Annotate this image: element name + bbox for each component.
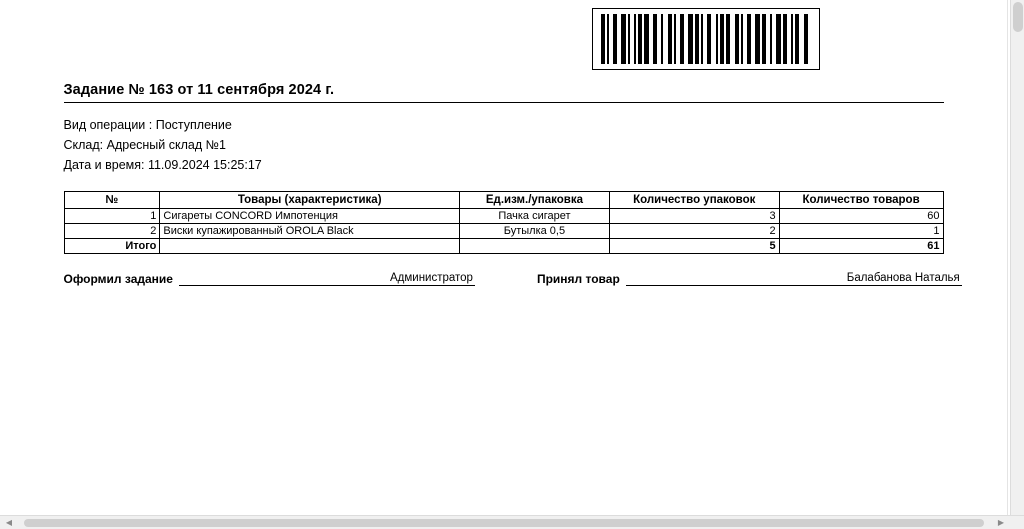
- cell-total-unit: [460, 239, 610, 254]
- title-divider: [64, 102, 944, 103]
- document-sheet: [63, 0, 960, 286]
- cell-total-label: Итого: [64, 239, 160, 254]
- column-header-number: №: [64, 192, 160, 209]
- scroll-right-arrow-icon[interactable]: ▶: [997, 518, 1005, 527]
- cell-goods: Сигареты CONCORD Импотенция: [160, 209, 460, 224]
- cell-unit: Пачка сигарет: [460, 209, 610, 224]
- scroll-left-arrow-icon[interactable]: ◀: [5, 518, 13, 527]
- horizontal-scrollbar-thumb[interactable]: [24, 519, 984, 527]
- signature-value: Администратор: [389, 272, 473, 284]
- cell-total-goods: [160, 239, 460, 254]
- cell-packs: 2: [609, 224, 779, 239]
- cell-total-packs: 5: [609, 239, 779, 254]
- barcode: [592, 8, 820, 70]
- barcode-bars: [601, 14, 811, 64]
- table-total-row: [64, 239, 943, 254]
- cell-packs: 3: [609, 209, 779, 224]
- signature-prepared-by: [64, 270, 475, 286]
- signature-line: [179, 270, 475, 286]
- table-row: [64, 209, 943, 224]
- meta-warehouse: Склад: Адресный склад №1: [63, 138, 226, 152]
- meta-operation-type: Вид операции : Поступление: [63, 118, 232, 132]
- signature-label: Принял товар: [536, 272, 620, 286]
- document-meta: [64, 115, 944, 175]
- cell-goods: Виски купажированный OROLA Black: [160, 224, 460, 239]
- table-row: [64, 224, 943, 239]
- column-header-packs: Количество упаковок: [609, 192, 779, 209]
- cell-unit: Бутылка 0,5: [460, 224, 610, 239]
- column-header-unit: Ед.изм./упаковка: [460, 192, 610, 209]
- signature-label: Оформил задание: [63, 272, 173, 286]
- column-header-quantity: Количество товаров: [779, 192, 943, 209]
- vertical-scrollbar-thumb[interactable]: [1013, 2, 1023, 32]
- column-header-goods: Товары (характеристика): [160, 192, 460, 209]
- vertical-scrollbar[interactable]: [1010, 0, 1024, 515]
- cell-quantity: 60: [779, 209, 943, 224]
- horizontal-scrollbar[interactable]: [0, 515, 1024, 529]
- barcode-bar: [808, 14, 810, 64]
- page-title: Задание № 163 от 11 сентября 2024 г.: [63, 82, 335, 98]
- cell-number: 1: [64, 209, 160, 224]
- meta-datetime: Дата и время: 11.09.2024 15:25:17: [63, 158, 262, 172]
- signature-received-by: [537, 270, 962, 286]
- signature-value: Балабанова Наталья: [846, 272, 960, 284]
- cell-number: 2: [64, 224, 160, 239]
- signatures-area: [63, 270, 960, 286]
- cell-total-quantity: 61: [779, 239, 943, 254]
- items-table: [64, 191, 944, 254]
- table-header-row: [64, 192, 943, 209]
- signature-line: [626, 270, 962, 286]
- cell-quantity: 1: [779, 224, 943, 239]
